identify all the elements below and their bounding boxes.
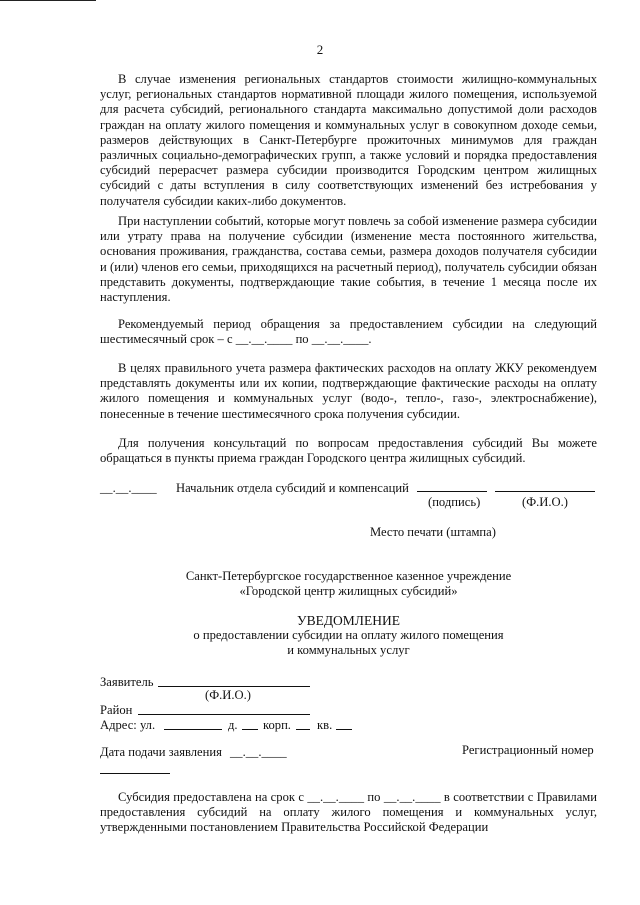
signature-caption: (подпись) [428,495,481,509]
application-date-blank: __.__.____ [230,745,287,759]
organization-line-1: Санкт-Петербургское государственное казенное учреждение [185,569,512,583]
consultation-paragraph: Для получения консультаций по вопросам предоставления субсидий Вы можете обращаться в пункты приема граждан Городского центра жилищных субсидий. [100,436,597,466]
page-number: 2 [316,42,324,57]
fio-line [495,491,595,492]
stamp-place-label: Место печати (штампа) [370,525,496,539]
head-of-department-label: Начальник отдела субсидий и компенсаций [176,481,409,495]
house-line [242,729,258,730]
house-label: д. [228,718,238,732]
subsidy-granted-paragraph: Субсидия предоставлена на срок с __.__.____ по __.__.____ в соответствии с Правилами предоставления субсидий на оплату жилого помещения и коммунальных услуг, утвержденными постановлением Правительства Российской Федерации [100,790,597,835]
building-label: корп. [263,718,291,732]
organization-line-2: «Городской центр жилищных субсидий» [239,584,458,598]
notice-subtitle-line-1: о предоставлении субсидии на оплату жилого помещения [193,628,504,642]
signature-line [417,491,487,492]
apartment-label: кв. [317,718,333,732]
registration-number-line [100,773,170,774]
registration-number-label: Регистрационный номер [462,743,594,757]
expenses-paragraph: В целях правильного учета размера фактических расходов на оплату ЖКУ рекомендуем представлять документы или их копии, подтверждающие фактические расходы на оплату жилого помещения и коммунальных услуг (водо-, тепло-, газо-, электроснабжение), понесенные в течение шестимесячного срока получения субсидии. [100,361,597,421]
fio-caption: (Ф.И.О.) [522,495,568,509]
notice-subtitle-line-2: и коммунальных услуг [287,643,410,657]
district-line [138,714,310,715]
applicant-fio-caption: (Ф.И.О.) [205,688,251,702]
address-street-label: Адрес: ул. [100,718,156,732]
street-line [164,729,222,730]
signature-date: __.__.____ [100,481,157,495]
applicant-line [158,686,310,687]
notice-title: УВЕДОМЛЕНИЕ [297,613,400,628]
applicant-label: Заявитель [100,675,154,689]
period-paragraph: Рекомендуемый период обращения за предоставлением субсидии на следующий шестимесячный срок – с __.__.____ по __.__.____. [100,317,597,347]
events-paragraph: При наступлении событий, которые могут повлечь за собой изменение размера субсидии или утрату права на получение субсидии (изменение места постоянного жительства, основания проживания, гражданства, состава семьи, размера доходов получателя субсидии и (или) членов его семьи, приходящихся на расчетный период), получатель субсидии обязан представить документы, подтверждающие такие события, в течение 1 месяца после их наступления. [100,214,597,305]
recalculation-paragraph: В случае изменения региональных стандартов стоимости жилищно-коммунальных услуг, региональных стандартов нормативной площади жилого помещения, используемой для расчета субсидий, регионального стандарта максимально допустимой доли расходов граждан на оплату жилого помещения и коммунальных услуг в совокупном доходе семьи, размеров действующих в Санкт-Петербурге прожиточных минимумов для граждан различных социально-демографических групп, а также условий и порядка предоставления субсидий перерасчет размера субсидии производится Городским центром жилищных субсидий с даты вступления в силу соответствующих изменений без истребования у получателя субсидии каких-либо документов. [100,72,597,208]
application-date-label: Дата подачи заявления [100,745,222,759]
apartment-line [336,729,352,730]
district-label: Район [100,703,133,717]
building-line [296,729,310,730]
top-rule [0,0,96,1]
